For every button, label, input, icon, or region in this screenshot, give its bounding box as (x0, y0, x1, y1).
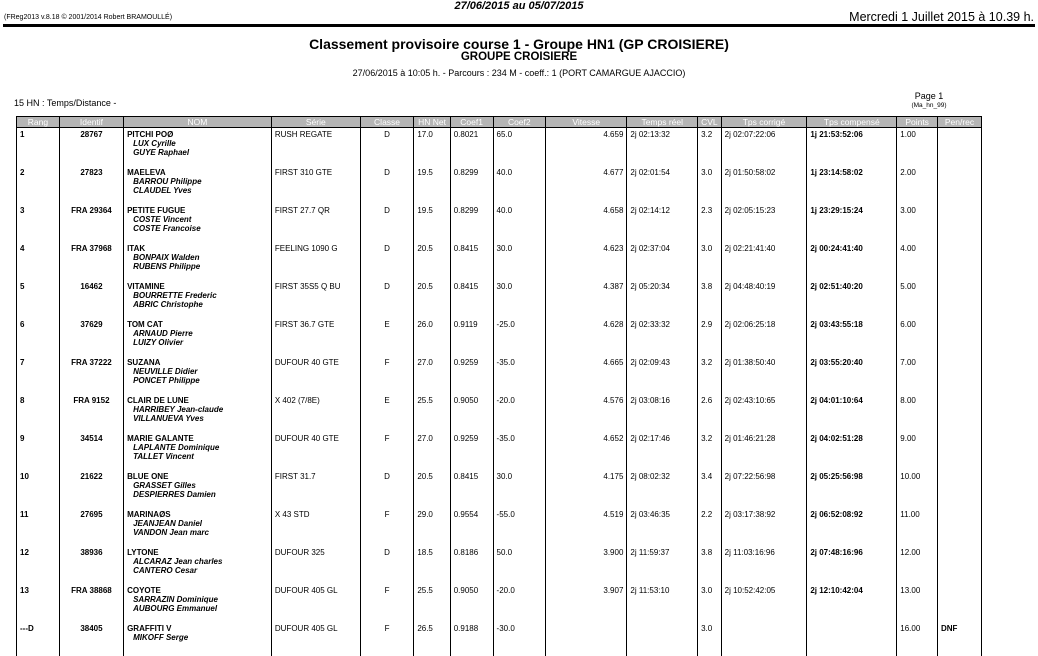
serie-cell: DUFOUR 40 GTE (271, 356, 360, 394)
col-identif: Identif (59, 117, 123, 128)
classe-cell: D (360, 546, 414, 584)
temps-reel-cell: 2j 11:53:10 (627, 584, 698, 622)
temps-reel-cell: 2j 02:14:12 (627, 204, 698, 242)
name-cell (124, 508, 272, 546)
col-coef1: Coef1 (450, 117, 493, 128)
results-table (16, 116, 982, 656)
crew-name: PONCET Philippe (133, 376, 200, 385)
temps-reel-cell: 2j 02:01:54 (627, 166, 698, 204)
classe-cell: E (360, 394, 414, 432)
tps-compense-cell: 2j 05:25:56:98 (807, 470, 897, 508)
points-cell: 7.00 (897, 356, 938, 394)
hn-net-cell: 19.5 (414, 204, 450, 242)
table-row (17, 508, 982, 546)
temps-reel-cell: 2j 02:17:46 (627, 432, 698, 470)
tps-compense-cell: 2j 12:10:42:04 (807, 584, 897, 622)
hn-net-cell: 29.0 (414, 508, 450, 546)
name-cell (124, 470, 272, 508)
crew-name: CANTERO Cesar (133, 566, 198, 575)
rank-cell: 4 (17, 242, 60, 280)
cvl-cell: 3.8 (698, 546, 722, 584)
coef1-cell: 0.9119 (450, 318, 493, 356)
hn-net-cell: 18.5 (414, 546, 450, 584)
points-cell: 4.00 (897, 242, 938, 280)
name-cell (124, 204, 272, 242)
hn-net-cell: 17.0 (414, 128, 450, 167)
serie-cell: DUFOUR 40 GTE (271, 432, 360, 470)
temps-reel-cell: 2j 03:08:16 (627, 394, 698, 432)
name-cell (124, 394, 272, 432)
col-points: Points (897, 117, 938, 128)
serie-cell: DUFOUR 325 (271, 546, 360, 584)
hn-net-cell: 26.5 (414, 622, 450, 656)
boat-name: PETITE FUGUE (127, 206, 186, 215)
boat-name: MAELEVA (127, 168, 166, 177)
col-nom: NOM (124, 117, 272, 128)
serie-cell: FEELING 1090 G (271, 242, 360, 280)
rank-cell: 5 (17, 280, 60, 318)
col-rang: Rang (17, 117, 60, 128)
rank-cell: 8 (17, 394, 60, 432)
pen-rec-cell (937, 242, 981, 280)
boat-name: MARIE GALANTE (127, 434, 194, 443)
boat-name: SUZANA (127, 358, 161, 367)
points-cell: 1.00 (897, 128, 938, 167)
table-row (17, 280, 982, 318)
points-cell: 3.00 (897, 204, 938, 242)
rank-cell: 6 (17, 318, 60, 356)
tps-corrige-cell: 2j 07:22:56:98 (721, 470, 807, 508)
tps-compense-cell: 2j 03:43:55:18 (807, 318, 897, 356)
hn-net-cell: 20.5 (414, 242, 450, 280)
identif-cell: 37629 (59, 318, 123, 356)
name-cell (124, 356, 272, 394)
vitesse-cell: 4.576 (546, 394, 627, 432)
skipper-name: LUX Cyrille (133, 139, 176, 148)
classe-cell: D (360, 470, 414, 508)
identif-cell: FRA 29364 (59, 204, 123, 242)
tps-corrige-cell: 2j 03:17:38:92 (721, 508, 807, 546)
identif-cell: 27823 (59, 166, 123, 204)
coef2-cell: 30.0 (493, 280, 545, 318)
points-cell: 11.00 (897, 508, 938, 546)
crew-name: GUYE Raphael (133, 148, 190, 157)
tps-compense-cell: 2j 06:52:08:92 (807, 508, 897, 546)
name-cell (124, 622, 272, 656)
cvl-cell: 3.2 (698, 356, 722, 394)
crew-name: LUIZY Olivier (133, 338, 184, 347)
name-cell (124, 584, 272, 622)
coef1-cell: 0.9259 (450, 432, 493, 470)
pen-rec-cell (937, 166, 981, 204)
coef1-cell: 0.8415 (450, 280, 493, 318)
cvl-cell: 3.0 (698, 242, 722, 280)
col-cvl: CVL (698, 117, 722, 128)
name-cell (124, 166, 272, 204)
classe-cell: F (360, 508, 414, 546)
serie-cell: FIRST 36.7 GTE (271, 318, 360, 356)
rank-cell: 10 (17, 470, 60, 508)
name-cell (124, 280, 272, 318)
coef2-cell: -55.0 (493, 508, 545, 546)
col-hn-net: HN Net (414, 117, 450, 128)
classe-cell: F (360, 584, 414, 622)
classe-cell: E (360, 318, 414, 356)
boat-name: TOM CAT (127, 320, 163, 329)
serie-cell: FIRST 310 GTE (271, 166, 360, 204)
temps-reel-cell: 2j 02:37:04 (627, 242, 698, 280)
coef1-cell: 0.8186 (450, 546, 493, 584)
tps-corrige-cell: 2j 02:43:10:65 (721, 394, 807, 432)
tps-compense-cell: 2j 03:55:20:40 (807, 356, 897, 394)
table-row (17, 166, 982, 204)
table-row (17, 318, 982, 356)
points-cell: 10.00 (897, 470, 938, 508)
pen-rec-cell (937, 432, 981, 470)
tps-compense-cell: 2j 07:48:16:96 (807, 546, 897, 584)
coef1-cell: 0.8299 (450, 204, 493, 242)
name-cell (124, 432, 272, 470)
hn-net-cell: 27.0 (414, 356, 450, 394)
points-cell: 5.00 (897, 280, 938, 318)
tps-corrige-cell: 2j 02:07:22:06 (721, 128, 807, 167)
coef2-cell: -25.0 (493, 318, 545, 356)
temps-reel-cell: 2j 08:02:32 (627, 470, 698, 508)
temps-reel-cell: 2j 02:09:43 (627, 356, 698, 394)
skipper-name: BOURRETTE Frederic (133, 291, 217, 300)
temps-reel-cell (627, 622, 698, 656)
pen-rec-cell (937, 470, 981, 508)
boat-name: LYTONE (127, 548, 159, 557)
identif-cell: FRA 37222 (59, 356, 123, 394)
vitesse-cell: 4.387 (546, 280, 627, 318)
coef1-cell: 0.9259 (450, 356, 493, 394)
rank-cell: 7 (17, 356, 60, 394)
group-title: GROUPE CROISIERE (460, 51, 578, 63)
boat-name: VITAMINE (127, 282, 165, 291)
cvl-cell: 3.2 (698, 128, 722, 167)
skipper-name: BONPAIX Walden (133, 253, 200, 262)
vitesse-cell: 4.659 (546, 128, 627, 167)
hn-net-cell: 20.5 (414, 280, 450, 318)
skipper-name: NEUVILLE Didier (133, 367, 198, 376)
skipper-name: BARROU Philippe (133, 177, 202, 186)
crew-name: ABRIC Christophe (133, 300, 203, 309)
skipper-name: ARNAUD Pierre (133, 329, 193, 338)
col-serie: Série (271, 117, 360, 128)
identif-cell: FRA 9152 (59, 394, 123, 432)
identif-cell: 38936 (59, 546, 123, 584)
skipper-name: SARRAZIN Dominique (133, 595, 218, 604)
name-cell (124, 128, 272, 167)
coef1-cell: 0.9050 (450, 584, 493, 622)
identif-cell: FRA 38868 (59, 584, 123, 622)
vitesse-cell: 4.652 (546, 432, 627, 470)
hn-net-cell: 26.0 (414, 318, 450, 356)
table-row (17, 394, 982, 432)
period-title: 27/06/2015 au 05/07/2015 (454, 0, 584, 12)
identif-cell: 28767 (59, 128, 123, 167)
pen-rec-cell (937, 508, 981, 546)
skipper-name: LAPLANTE Dominique (133, 443, 220, 452)
pen-rec-cell (937, 280, 981, 318)
vitesse-cell (546, 622, 627, 656)
points-cell: 2.00 (897, 166, 938, 204)
coef2-cell: 30.0 (493, 242, 545, 280)
coef2-cell: -20.0 (493, 394, 545, 432)
crew-name: VANDON Jean marc (133, 528, 209, 537)
classe-cell: D (360, 128, 414, 167)
points-cell: 9.00 (897, 432, 938, 470)
vitesse-cell: 4.519 (546, 508, 627, 546)
serie-cell: FIRST 35S5 Q BU (271, 280, 360, 318)
skipper-name: JEANJEAN Daniel (133, 519, 202, 528)
program-credit: (FReg2013 v.8.18 © 2001/2014 Robert BRAMOULLÉ) (4, 14, 173, 21)
serie-cell: FIRST 27.7 QR (271, 204, 360, 242)
serie-cell: RUSH REGATE (271, 128, 360, 167)
coef2-cell: -35.0 (493, 432, 545, 470)
cvl-cell: 3.0 (698, 166, 722, 204)
crew-name: RUBENS Philippe (133, 262, 201, 271)
table-row (17, 432, 982, 470)
points-cell: 6.00 (897, 318, 938, 356)
table-row (17, 242, 982, 280)
crew-name: TALLET Vincent (133, 452, 194, 461)
skipper-name: ALCARAZ Jean charles (133, 557, 223, 566)
points-cell: 12.00 (897, 546, 938, 584)
boat-name: BLUE ONE (127, 472, 169, 481)
classe-cell: D (360, 204, 414, 242)
tps-compense-cell: 2j 04:02:51:28 (807, 432, 897, 470)
serie-cell: FIRST 31.7 (271, 470, 360, 508)
tps-corrige-cell: 2j 01:38:50:40 (721, 356, 807, 394)
skipper-name: GRASSET Gilles (133, 481, 196, 490)
cvl-cell: 2.6 (698, 394, 722, 432)
cvl-cell: 2.3 (698, 204, 722, 242)
table-row (17, 546, 982, 584)
vitesse-cell: 4.658 (546, 204, 627, 242)
pen-rec-cell (937, 584, 981, 622)
name-cell (124, 318, 272, 356)
crew-name: VILLANUEVA Yves (133, 414, 204, 423)
hn-net-cell: 25.5 (414, 584, 450, 622)
page-code: (Ma_hn_99) (911, 102, 947, 109)
tps-corrige-cell: 2j 10:52:42:05 (721, 584, 807, 622)
tps-corrige-cell (721, 622, 807, 656)
identif-cell: FRA 37968 (59, 242, 123, 280)
tps-corrige-cell: 2j 02:21:41:40 (721, 242, 807, 280)
page-label: Page 1 (914, 91, 944, 101)
tps-compense-cell: 2j 04:01:10:64 (807, 394, 897, 432)
cvl-cell: 2.2 (698, 508, 722, 546)
rating-method: 15 HN : Temps/Distance - (14, 98, 117, 108)
tps-corrige-cell: 2j 02:05:15:23 (721, 204, 807, 242)
cvl-cell: 3.2 (698, 432, 722, 470)
vitesse-cell: 4.175 (546, 470, 627, 508)
col-coef2: Coef2 (493, 117, 545, 128)
name-cell (124, 546, 272, 584)
header-rule (3, 24, 1035, 27)
vitesse-cell: 4.628 (546, 318, 627, 356)
coef1-cell: 0.8299 (450, 166, 493, 204)
classe-cell: F (360, 622, 414, 656)
tps-compense-cell: 2j 00:24:41:40 (807, 242, 897, 280)
pen-rec-cell (937, 546, 981, 584)
coef1-cell: 0.9188 (450, 622, 493, 656)
page-number (910, 91, 948, 111)
table-row (17, 356, 982, 394)
rank-cell: ---D (17, 622, 60, 656)
skipper-name: MIKOFF Serge (133, 633, 189, 642)
col-classe: Classe (360, 117, 414, 128)
temps-reel-cell: 2j 02:13:32 (627, 128, 698, 167)
tps-compense-cell (807, 622, 897, 656)
points-cell: 8.00 (897, 394, 938, 432)
cvl-cell: 3.0 (698, 584, 722, 622)
tps-compense-cell: 1j 23:14:58:02 (807, 166, 897, 204)
vitesse-cell: 3.900 (546, 546, 627, 584)
print-date: Mercredi 1 Juillet 2015 à 10.39 h. (849, 10, 1034, 24)
pen-rec-cell (937, 204, 981, 242)
coef2-cell: 40.0 (493, 166, 545, 204)
boat-name: PITCHI POØ (127, 130, 174, 139)
serie-cell: DUFOUR 405 GL (271, 622, 360, 656)
rank-cell: 9 (17, 432, 60, 470)
tps-corrige-cell: 2j 11:03:16:96 (721, 546, 807, 584)
name-cell (124, 242, 272, 280)
tps-compense-cell: 2j 02:51:40:20 (807, 280, 897, 318)
table-row (17, 128, 982, 167)
table-row (17, 622, 982, 656)
cvl-cell: 3.0 (698, 622, 722, 656)
hn-net-cell: 19.5 (414, 166, 450, 204)
table-row (17, 470, 982, 508)
temps-reel-cell: 2j 11:59:37 (627, 546, 698, 584)
classe-cell: D (360, 242, 414, 280)
coef2-cell: -35.0 (493, 356, 545, 394)
hn-net-cell: 20.5 (414, 470, 450, 508)
boat-name: COYOTE (127, 586, 161, 595)
tps-corrige-cell: 2j 01:46:21:28 (721, 432, 807, 470)
tps-compense-cell: 1j 23:29:15:24 (807, 204, 897, 242)
race-info: 27/06/2015 à 10:05 h. - Parcours : 234 M - coeff.: 1 (PORT CAMARGUE AJACCIO) (352, 68, 686, 78)
rank-cell: 13 (17, 584, 60, 622)
serie-cell: DUFOUR 405 GL (271, 584, 360, 622)
coef2-cell: 40.0 (493, 204, 545, 242)
classe-cell: F (360, 356, 414, 394)
ranking-title: Classement provisoire course 1 - Groupe HN1 (GP CROISIERE) (309, 36, 729, 52)
skipper-name: COSTE Vincent (133, 215, 192, 224)
identif-cell: 34514 (59, 432, 123, 470)
classe-cell: F (360, 432, 414, 470)
points-cell: 16.00 (897, 622, 938, 656)
coef2-cell: 50.0 (493, 546, 545, 584)
coef1-cell: 0.8021 (450, 128, 493, 167)
coef2-cell: -30.0 (493, 622, 545, 656)
vitesse-cell: 3.907 (546, 584, 627, 622)
identif-cell: 38405 (59, 622, 123, 656)
rank-cell: 11 (17, 508, 60, 546)
table-header (17, 117, 982, 128)
temps-reel-cell: 2j 03:46:35 (627, 508, 698, 546)
temps-reel-cell: 2j 02:33:32 (627, 318, 698, 356)
col-pen-rec: Pen/rec (937, 117, 981, 128)
temps-reel-cell: 2j 05:20:34 (627, 280, 698, 318)
boat-name: CLAIR DE LUNE (127, 396, 189, 405)
serie-cell: X 43 STD (271, 508, 360, 546)
table-row (17, 584, 982, 622)
pen-rec-cell (937, 356, 981, 394)
classe-cell: D (360, 280, 414, 318)
rank-cell: 2 (17, 166, 60, 204)
hn-net-cell: 27.0 (414, 432, 450, 470)
crew-name: AUBOURG Emmanuel (133, 604, 218, 613)
classe-cell: D (360, 166, 414, 204)
crew-name: DESPIERRES Damien (133, 490, 216, 499)
cvl-cell: 2.9 (698, 318, 722, 356)
coef2-cell: -20.0 (493, 584, 545, 622)
rank-cell: 3 (17, 204, 60, 242)
vitesse-cell: 4.677 (546, 166, 627, 204)
tps-corrige-cell: 2j 04:48:40:19 (721, 280, 807, 318)
serie-cell: X 402 (7/8E) (271, 394, 360, 432)
crew-name: CLAUDEL Yves (133, 186, 192, 195)
rank-cell: 12 (17, 546, 60, 584)
pen-rec-cell (937, 318, 981, 356)
coef1-cell: 0.8415 (450, 470, 493, 508)
identif-cell: 27695 (59, 508, 123, 546)
tps-compense-cell: 1j 21:53:52:06 (807, 128, 897, 167)
tps-corrige-cell: 2j 02:06:25:18 (721, 318, 807, 356)
rank-cell: 1 (17, 128, 60, 167)
pen-rec-cell (937, 394, 981, 432)
cvl-cell: 3.4 (698, 470, 722, 508)
pen-rec-cell: DNF (937, 622, 981, 656)
identif-cell: 16462 (59, 280, 123, 318)
coef1-cell: 0.9554 (450, 508, 493, 546)
hn-net-cell: 25.5 (414, 394, 450, 432)
tps-corrige-cell: 2j 01:50:58:02 (721, 166, 807, 204)
col-tps-corrige: Tps corrigé (721, 117, 807, 128)
boat-name: GRAFFITI V (127, 624, 172, 633)
col-tps-compense: Tps compensé (807, 117, 897, 128)
boat-name: MARINAØS (127, 510, 171, 519)
cvl-cell: 3.8 (698, 280, 722, 318)
coef2-cell: 30.0 (493, 470, 545, 508)
vitesse-cell: 4.623 (546, 242, 627, 280)
points-cell: 13.00 (897, 584, 938, 622)
coef1-cell: 0.8415 (450, 242, 493, 280)
pen-rec-cell (937, 128, 981, 167)
crew-name: COSTE Francoise (133, 224, 201, 233)
col-vitesse: Vitesse (546, 117, 627, 128)
vitesse-cell: 4.665 (546, 356, 627, 394)
identif-cell: 21622 (59, 470, 123, 508)
coef1-cell: 0.9050 (450, 394, 493, 432)
boat-name: ITAK (127, 244, 146, 253)
col-temps-reel: Temps réel (627, 117, 698, 128)
skipper-name: HARRIBEY Jean-claude (133, 405, 224, 414)
table-row (17, 204, 982, 242)
coef2-cell: 65.0 (493, 128, 545, 167)
